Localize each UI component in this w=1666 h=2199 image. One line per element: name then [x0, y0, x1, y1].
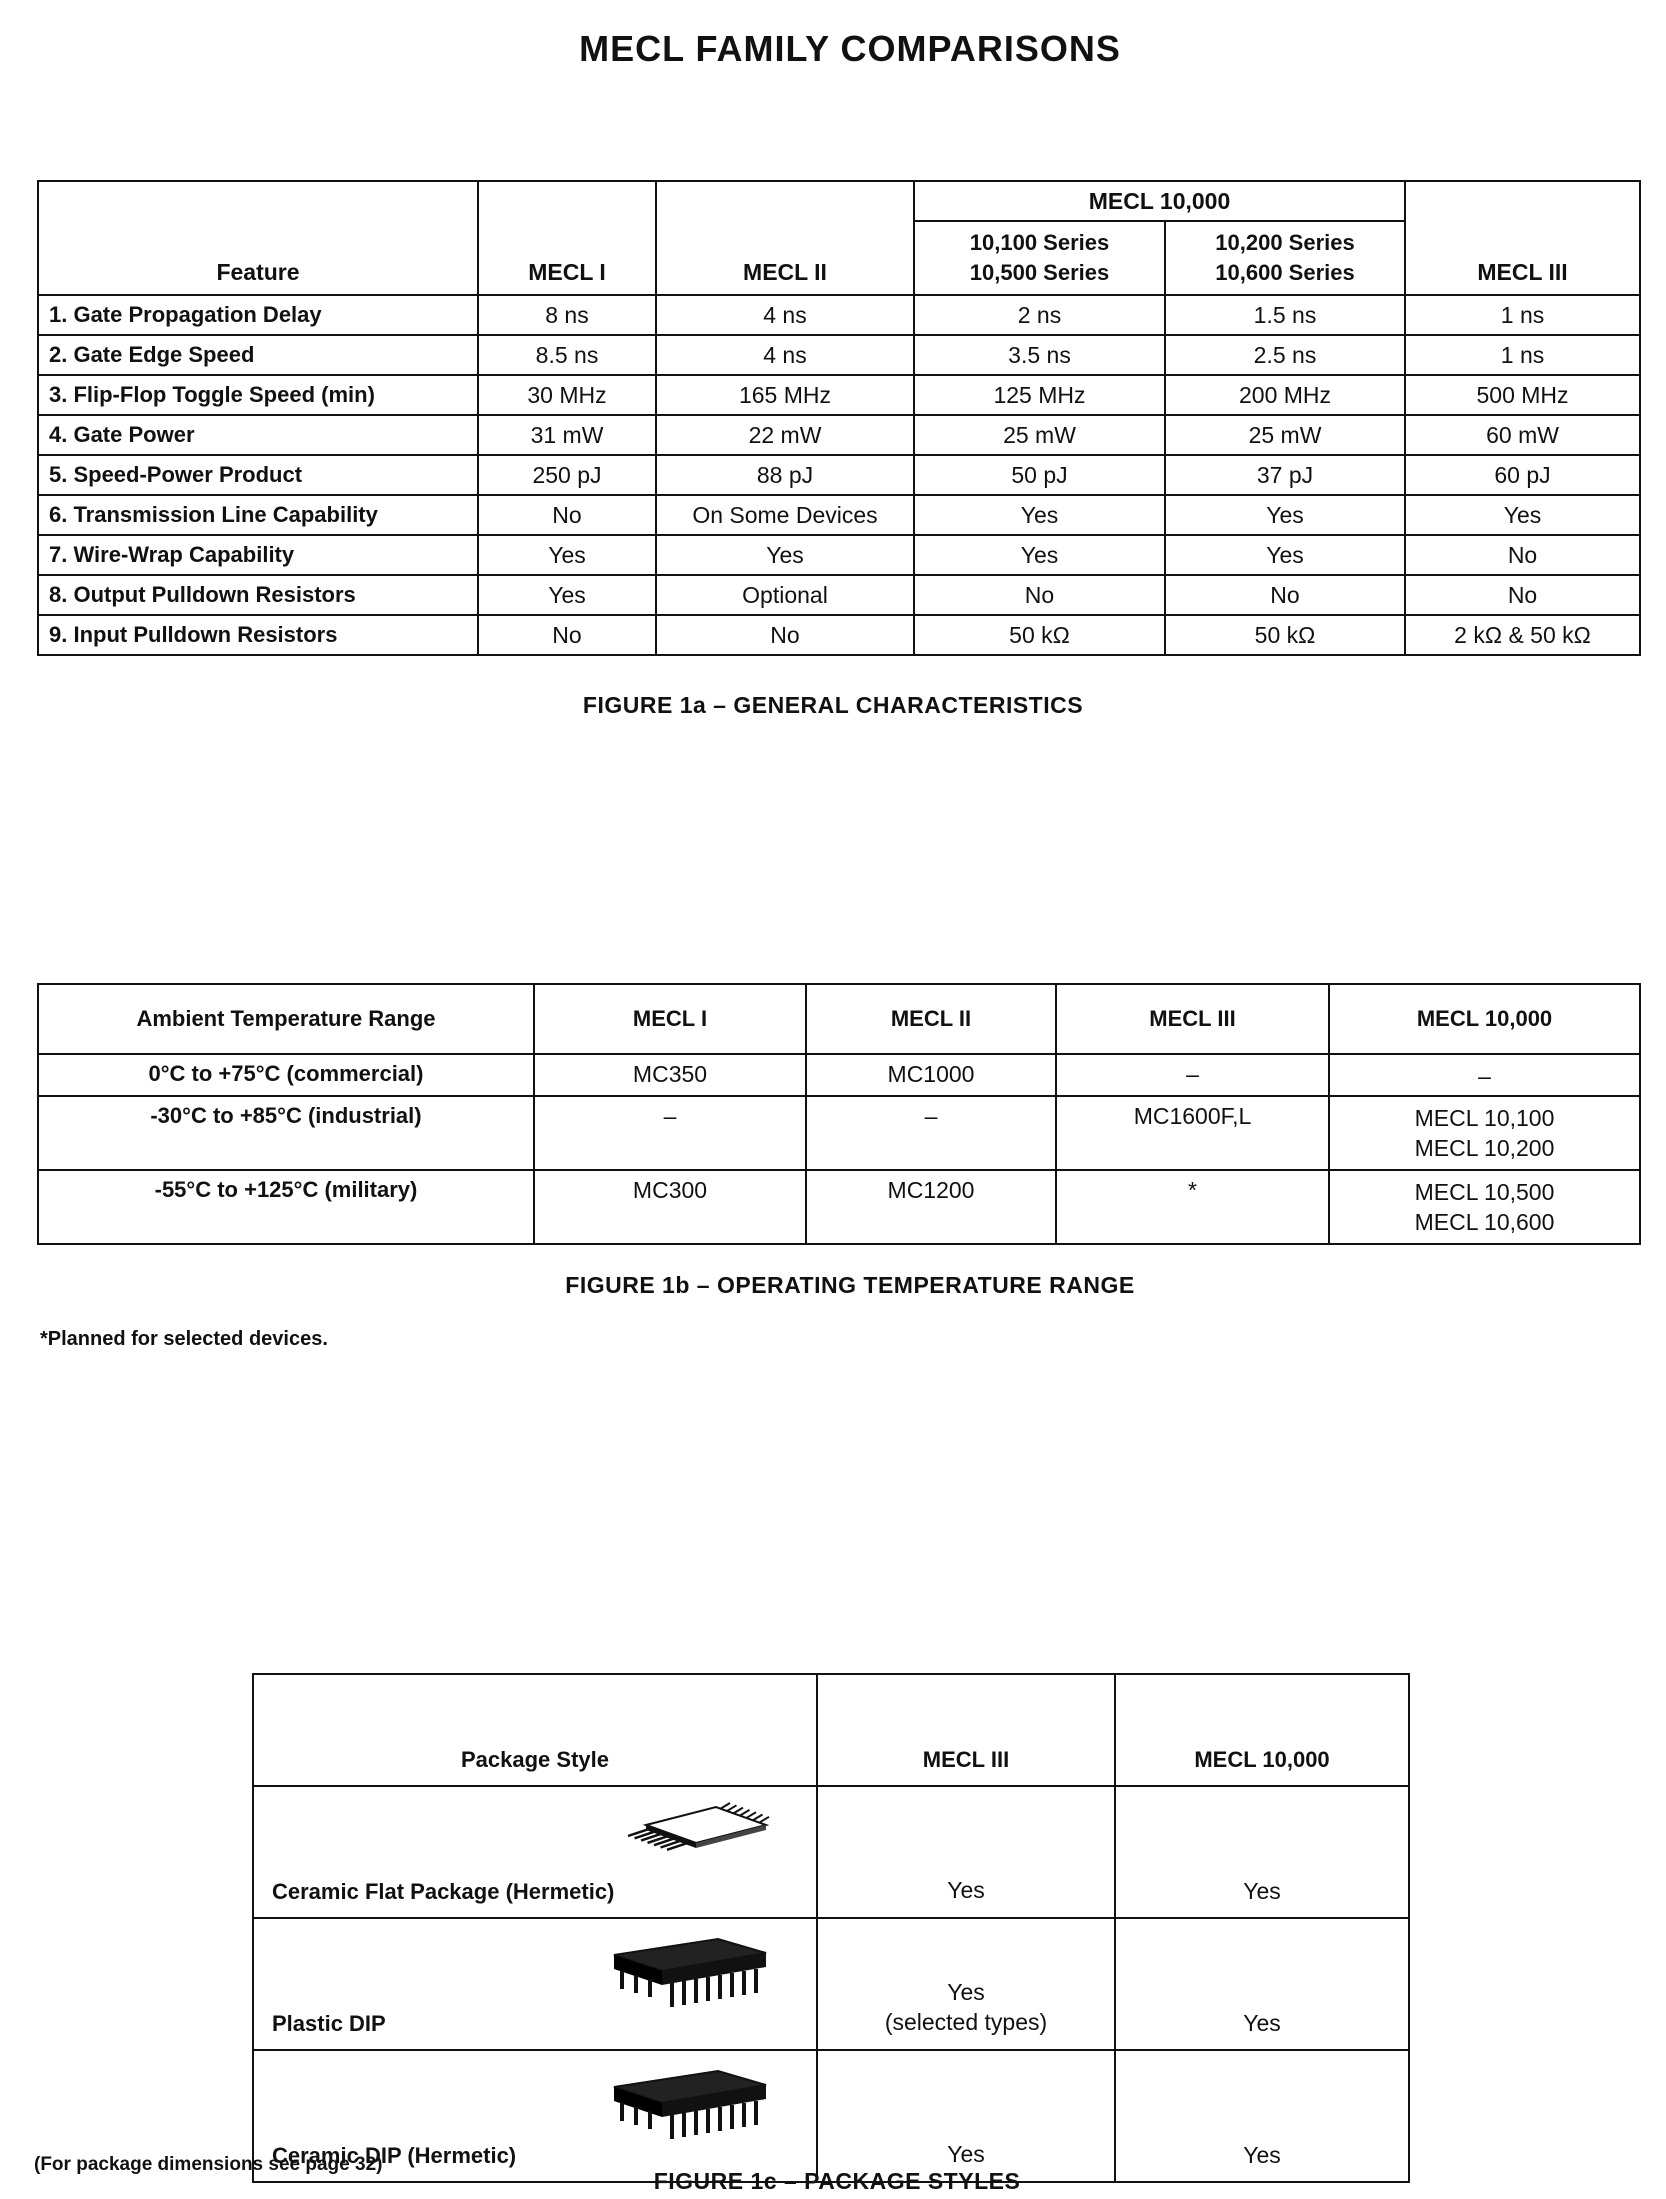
feature-cell: 2. Gate Edge Speed — [38, 335, 478, 375]
table-row — [38, 295, 1640, 335]
series-10100-cell: Yes — [914, 535, 1165, 575]
range-cell: -30°C to +85°C (industrial) — [38, 1096, 534, 1170]
header-mecl-10000: MECL 10,000 — [1329, 984, 1640, 1054]
series-10200-cell: 25 mW — [1165, 415, 1405, 455]
mecl-1-cell: 30 MHz — [478, 375, 656, 415]
mecl-3-cell: MC1600F,L — [1056, 1096, 1329, 1170]
feature-cell: 1. Gate Propagation Delay — [38, 295, 478, 335]
mecl-3-line-1: Yes — [947, 2141, 985, 2167]
feature-cell: 3. Flip-Flop Toggle Speed (min) — [38, 375, 478, 415]
feature-cell: 8. Output Pulldown Resistors — [38, 575, 478, 615]
mecl-3-cell — [817, 2050, 1115, 2182]
series-10100-cell: 25 mW — [914, 415, 1165, 455]
temperature-range-table — [37, 983, 1641, 1245]
mecl-3-cell: 60 pJ — [1405, 455, 1640, 495]
figure-1a-caption: FIGURE 1a – GENERAL CHARACTERISTICS — [582, 692, 1084, 718]
mecl-1-cell: Yes — [478, 575, 656, 615]
mecl-10000-line-2: MECL 10,600 — [1414, 1209, 1555, 1235]
flat-package-icon — [616, 1801, 776, 1867]
table-row — [38, 495, 1640, 535]
series-10100-cell: 50 pJ — [914, 455, 1165, 495]
mecl-1-cell: 31 mW — [478, 415, 656, 455]
mecl-3-cell: 2 kΩ & 50 kΩ — [1405, 615, 1640, 655]
series-10100-cell: 3.5 ns — [914, 335, 1165, 375]
mecl-3-cell: – — [1056, 1054, 1329, 1096]
table-row — [253, 1918, 1409, 2050]
mecl-10000-cell — [1329, 1054, 1640, 1096]
header-mecl-1: MECL I — [478, 181, 656, 295]
mecl-1-cell: MC300 — [534, 1170, 806, 1244]
mecl-10000-cell — [1329, 1170, 1640, 1244]
feature-cell: 7. Wire-Wrap Capability — [38, 535, 478, 575]
series-10200-cell: 50 kΩ — [1165, 615, 1405, 655]
range-cell: 0°C to +75°C (commercial) — [38, 1054, 534, 1096]
mecl-1-cell: – — [534, 1096, 806, 1170]
figure-1b-caption: FIGURE 1b – OPERATING TEMPERATURE RANGE — [565, 1272, 1135, 1298]
mecl-2-cell: On Some Devices — [656, 495, 914, 535]
series-10100-cell: 125 MHz — [914, 375, 1165, 415]
feature-cell: 9. Input Pulldown Resistors — [38, 615, 478, 655]
header-series-10200-10600: 10,200 Series 10,600 Series — [1165, 221, 1405, 295]
table-row — [38, 455, 1640, 495]
table-row — [38, 375, 1640, 415]
mecl-2-cell: 22 mW — [656, 415, 914, 455]
header-mecl-10000: MECL 10,000 — [914, 181, 1405, 221]
mecl-2-cell: MC1200 — [806, 1170, 1056, 1244]
table-row — [253, 1786, 1409, 1918]
mecl-1-cell: No — [478, 495, 656, 535]
header-series-10100-10500: 10,100 Series 10,500 Series — [914, 221, 1165, 295]
package-styles-table — [252, 1673, 1410, 2183]
footnote-package-dimensions: (For package dimensions see page 32) — [34, 2154, 383, 2175]
header-package-style: Package Style — [253, 1674, 817, 1786]
mecl-2-cell: Yes — [656, 535, 914, 575]
mecl-3-cell: * — [1056, 1170, 1329, 1244]
header-mecl-1: MECL I — [534, 984, 806, 1054]
mecl-1-cell: 8.5 ns — [478, 335, 656, 375]
table-row — [38, 415, 1640, 455]
mecl-1-cell: 8 ns — [478, 295, 656, 335]
feature-cell: 6. Transmission Line Capability — [38, 495, 478, 535]
package-style-cell — [253, 1786, 817, 1918]
mecl-3-cell — [817, 1918, 1115, 2050]
figure-1c-caption: FIGURE 1c – PACKAGE STYLES — [653, 2168, 1021, 2194]
header-ambient-range: Ambient Temperature Range — [38, 984, 534, 1054]
mecl-3-line-1: Yes — [947, 1877, 985, 1903]
mecl-1-cell: Yes — [478, 535, 656, 575]
series-10200-cell: 37 pJ — [1165, 455, 1405, 495]
series-10100-cell: No — [914, 575, 1165, 615]
series-10200-cell: 200 MHz — [1165, 375, 1405, 415]
series-10200-cell: Yes — [1165, 495, 1405, 535]
series-10200-cell: 2.5 ns — [1165, 335, 1405, 375]
series-10200-cell: Yes — [1165, 535, 1405, 575]
mecl-10000-cell: Yes — [1115, 1918, 1409, 2050]
mecl-1-cell: MC350 — [534, 1054, 806, 1096]
mecl-2-cell: 165 MHz — [656, 375, 914, 415]
mecl-10000-line-1: MECL 10,500 — [1414, 1179, 1555, 1205]
header-feature: Feature — [38, 181, 478, 295]
mecl-3-cell — [817, 1786, 1115, 1918]
mecl-10000-line-2: MECL 10,200 — [1414, 1135, 1555, 1161]
ceramic-dip-icon — [606, 2065, 776, 2151]
series-10200-cell: 1.5 ns — [1165, 295, 1405, 335]
page-title: MECL FAMILY COMPARISONS — [579, 28, 1121, 69]
table-row — [38, 1170, 1640, 1244]
series-10100-cell: 50 kΩ — [914, 615, 1165, 655]
table-row — [38, 1096, 1640, 1170]
package-style-label: Plastic DIP — [272, 2011, 386, 2036]
table-row — [38, 335, 1640, 375]
mecl-1-cell: No — [478, 615, 656, 655]
mecl-3-cell: No — [1405, 535, 1640, 575]
table-row — [253, 2050, 1409, 2182]
mecl-2-cell: 4 ns — [656, 295, 914, 335]
mecl-2-cell: 88 pJ — [656, 455, 914, 495]
table-row — [38, 575, 1640, 615]
header-mecl-3: MECL III — [1405, 181, 1640, 295]
feature-cell: 5. Speed-Power Product — [38, 455, 478, 495]
mecl-1-cell: 250 pJ — [478, 455, 656, 495]
table-row — [38, 535, 1640, 575]
mecl-3-cell: Yes — [1405, 495, 1640, 535]
series-10100-cell: Yes — [914, 495, 1165, 535]
mecl-3-cell: 60 mW — [1405, 415, 1640, 455]
series-10100-cell: 2 ns — [914, 295, 1165, 335]
mecl-3-cell: 500 MHz — [1405, 375, 1640, 415]
package-style-cell — [253, 1918, 817, 2050]
mecl-2-cell: No — [656, 615, 914, 655]
mecl-3-line-2: (selected types) — [884, 2009, 1048, 2035]
range-cell: -55°C to +125°C (military) — [38, 1170, 534, 1244]
general-characteristics-table — [37, 180, 1641, 656]
package-style-label: Ceramic Flat Package (Hermetic) — [272, 1879, 615, 1904]
header-mecl-2: MECL II — [656, 181, 914, 295]
mecl-2-cell: 4 ns — [656, 335, 914, 375]
mecl-3-line-1: Yes — [947, 1979, 985, 2005]
mecl-2-cell: Optional — [656, 575, 914, 615]
feature-cell: 4. Gate Power — [38, 415, 478, 455]
mecl-10000-line-1: MECL 10,100 — [1414, 1105, 1555, 1131]
plastic-dip-icon — [606, 1933, 776, 2019]
mecl-3-cell: No — [1405, 575, 1640, 615]
header-mecl-10000: MECL 10,000 — [1115, 1674, 1409, 1786]
series-10200-cell: No — [1165, 575, 1405, 615]
footnote-planned: *Planned for selected devices. — [40, 1328, 328, 1350]
header-mecl-3: MECL III — [817, 1674, 1115, 1786]
package-style-label: Ceramic DIP (Hermetic) — [272, 2143, 517, 2168]
mecl-10000-cell: Yes — [1115, 1786, 1409, 1918]
mecl-10000-cell: Yes — [1115, 2050, 1409, 2182]
mecl-3-cell: 1 ns — [1405, 335, 1640, 375]
header-mecl-3: MECL III — [1056, 984, 1329, 1054]
mecl-3-cell: 1 ns — [1405, 295, 1640, 335]
header-mecl-2: MECL II — [806, 984, 1056, 1054]
mecl-2-cell: – — [806, 1096, 1056, 1170]
mecl-10000-line-1: – — [1478, 1063, 1491, 1089]
table-row — [38, 1054, 1640, 1096]
table-row — [38, 615, 1640, 655]
mecl-10000-cell — [1329, 1096, 1640, 1170]
mecl-2-cell: MC1000 — [806, 1054, 1056, 1096]
